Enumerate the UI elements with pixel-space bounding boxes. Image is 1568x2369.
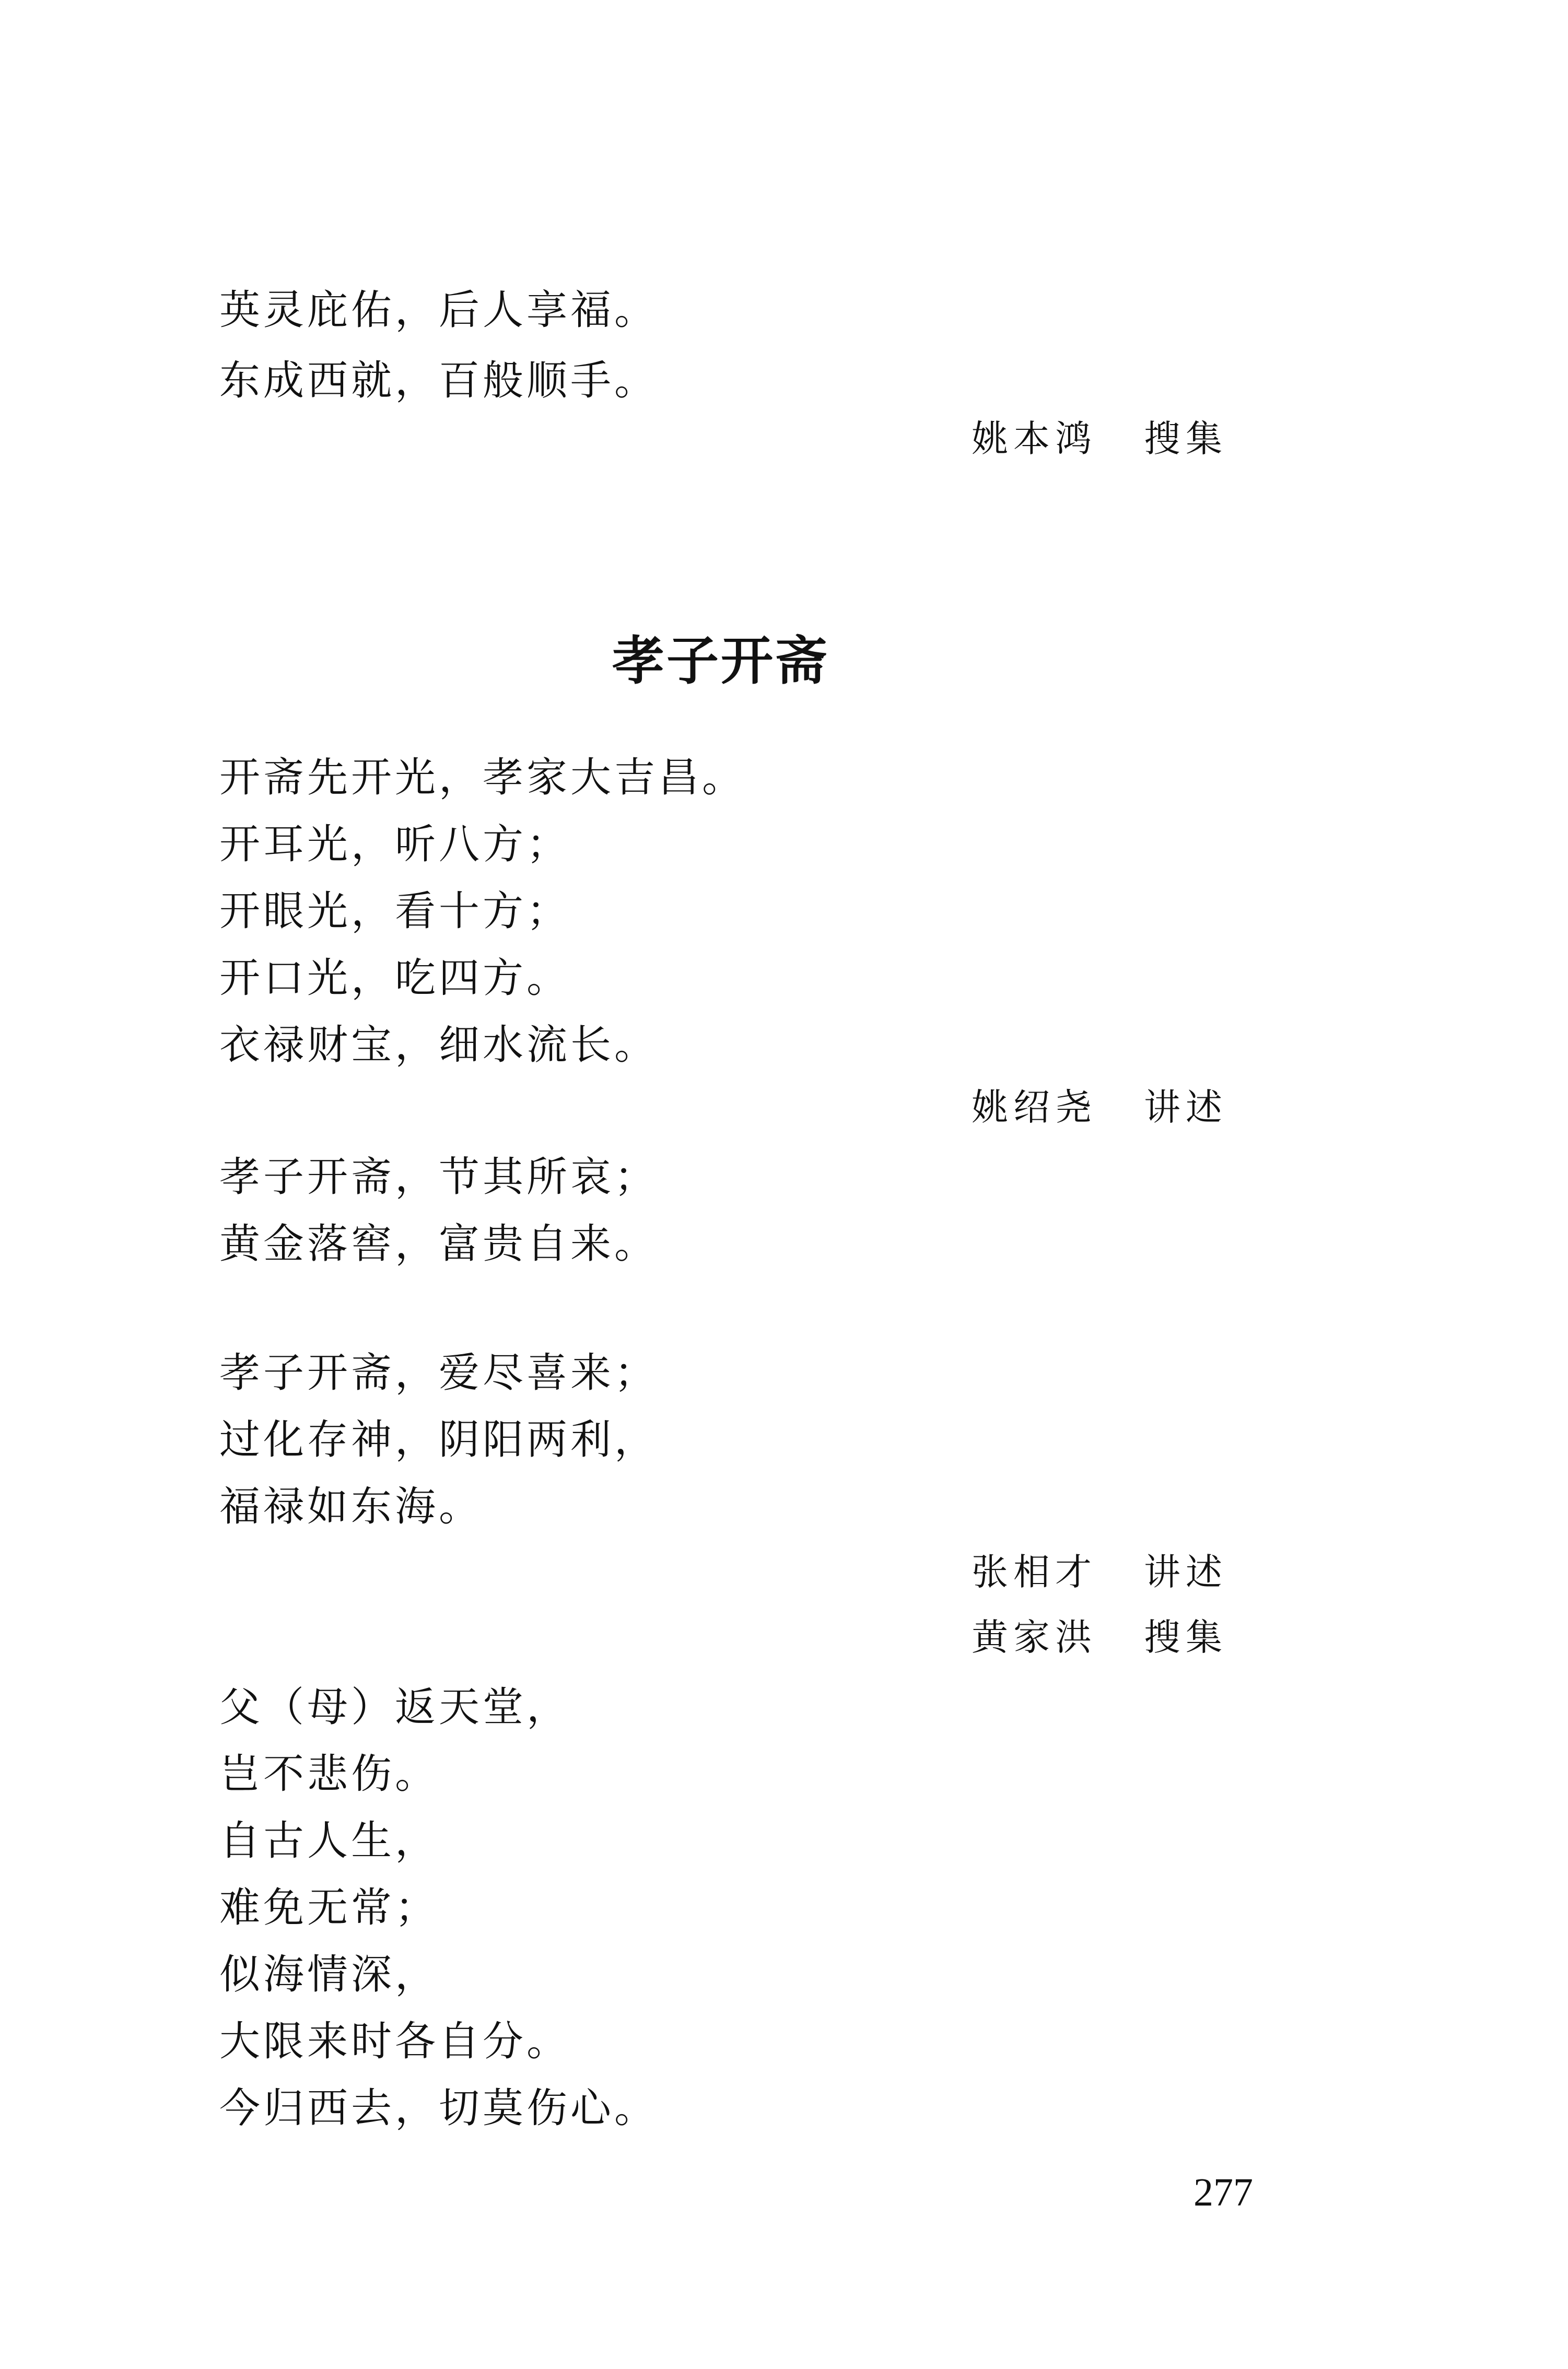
page-number: 277 [1193,2171,1253,2214]
poem-line: 东成西就，百般顺手。 [219,357,659,404]
credit-name: 张相才 [972,1551,1097,1593]
credit-name: 黄家洪 [972,1616,1097,1659]
poem-line: 似海情深， [219,1951,439,1998]
poem-line: 孝子开斋，爱尽喜来； [219,1350,659,1397]
poem-line: 大限来时各自分。 [219,2018,571,2065]
credit-line [972,1616,1227,1659]
poem-line: 开耳光，听八方； [219,821,571,868]
credit-name: 姚本鸿 [972,417,1097,460]
poem-line: 开口光，吃四方。 [219,955,571,1002]
credit-name: 姚绍尧 [972,1086,1097,1129]
credit-role: 搜集 [1144,417,1227,460]
credit-line [972,417,1227,460]
poem-line: 英灵庇佑，后人享福。 [219,287,659,334]
poem-line: 岂不悲伤。 [219,1751,439,1798]
section-title: 孝子开斋 [612,630,829,691]
poem-line: 衣禄财宝，细水流长。 [219,1022,659,1069]
poem-line: 孝子开斋，节其所哀； [219,1154,659,1201]
credit-line [972,1086,1227,1129]
poem-line: 黄金落窖，富贵自来。 [219,1221,659,1268]
poem-line: 父（母）返天堂， [219,1684,571,1731]
poem-line: 开眼光，看十方； [219,888,571,935]
poem-line: 福禄如东海。 [219,1483,483,1530]
poem-line: 今归西去，切莫伤心。 [219,2085,659,2132]
poem-line: 过化存神，阴阳两利， [219,1416,659,1463]
credit-role: 讲述 [1144,1086,1227,1129]
credit-role: 讲述 [1144,1551,1227,1593]
credit-line [972,1551,1227,1593]
credit-role: 搜集 [1144,1616,1227,1659]
poem-line: 开斋先开光，孝家大吉昌。 [219,754,746,801]
poem-line: 自古人生， [219,1817,439,1864]
poem-line: 难免无常； [219,1884,439,1931]
